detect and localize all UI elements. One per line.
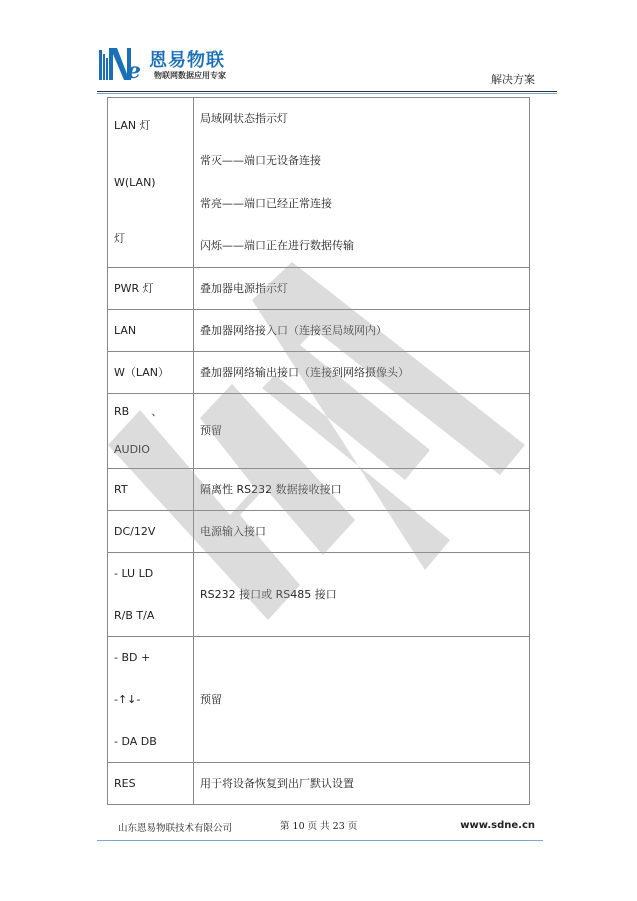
port-label-line: 灯 xyxy=(114,232,125,246)
port-label-line: LAN 灯 xyxy=(114,118,151,132)
port-label-cell xyxy=(108,352,194,394)
port-description-line: 叠加器网络输出接口（连接到网络摄像头） xyxy=(200,365,409,379)
port-label-cell xyxy=(108,310,194,352)
brand-tagline: 物联网数据应用专家 xyxy=(154,71,226,80)
header-divider xyxy=(97,91,557,92)
table-row xyxy=(108,637,530,763)
port-label-line: -↑↓- xyxy=(114,692,141,706)
port-description-cell xyxy=(194,511,530,553)
port-label-cell xyxy=(108,98,194,268)
spec-table xyxy=(107,97,530,805)
port-description-cell xyxy=(194,469,530,511)
footer-company: 山东恩易物联技术有限公司 xyxy=(118,823,233,834)
port-description-cell xyxy=(194,394,530,469)
port-label-cell xyxy=(108,553,194,637)
table-row xyxy=(108,98,530,268)
port-description-line: 叠加器网络接入口（连接至局域网内） xyxy=(200,323,387,337)
port-label-line: RES xyxy=(114,776,136,790)
port-description-line: 闪烁——端口正在进行数据传输 xyxy=(200,239,354,253)
footer-page-info: 第 10 页 共 23 页 xyxy=(280,821,358,832)
port-label-line: - LU LD xyxy=(114,566,154,580)
table-row xyxy=(108,553,530,637)
port-label-line: R/B T/A xyxy=(114,608,155,622)
port-label-line: RT xyxy=(114,482,128,496)
port-label-line: - DA DB xyxy=(114,734,157,748)
port-description-cell xyxy=(194,637,530,763)
port-label-line: W(LAN) xyxy=(114,175,156,189)
port-label-cell xyxy=(108,469,194,511)
port-description-line: 叠加器电源指示灯 xyxy=(200,281,288,295)
logo-mark-icon xyxy=(97,44,153,84)
table-row xyxy=(108,511,530,553)
port-description-cell xyxy=(194,98,530,268)
table-row xyxy=(108,469,530,511)
brand-name: 恩易物联 xyxy=(149,50,225,71)
port-description-line: 预留 xyxy=(200,692,222,706)
table-row xyxy=(108,352,530,394)
port-description-line: 常亮——端口已经正常连接 xyxy=(200,196,332,210)
port-description-cell xyxy=(194,553,530,637)
port-description-cell xyxy=(194,310,530,352)
port-label-line: W（LAN） xyxy=(114,365,170,379)
port-label-line: LAN xyxy=(114,323,137,337)
port-description-line: 常灭——端口无设备连接 xyxy=(200,154,321,168)
port-description-cell xyxy=(194,763,530,805)
table-row xyxy=(108,310,530,352)
port-description-line: 预留 xyxy=(200,424,222,437)
port-label-cell xyxy=(108,511,194,553)
port-label-cell xyxy=(108,394,194,469)
company-logo xyxy=(97,44,237,84)
port-label-line: RB 、 xyxy=(114,405,163,419)
section-title: 解决方案 xyxy=(491,73,535,86)
port-label-line: PWR 灯 xyxy=(114,281,154,295)
port-label-cell xyxy=(108,763,194,805)
port-description-cell xyxy=(194,352,530,394)
port-description-line: 电源输入接口 xyxy=(200,524,266,538)
footer-divider xyxy=(97,840,543,841)
port-description-cell xyxy=(194,268,530,310)
port-description-line: 隔离性 RS232 数据接收接口 xyxy=(200,482,342,496)
table-row xyxy=(108,268,530,310)
port-label-line: AUDIO xyxy=(114,442,150,456)
svg-text:e: e xyxy=(127,58,141,84)
port-label-line: - BD + xyxy=(114,650,151,664)
port-label-cell xyxy=(108,637,194,763)
table-row xyxy=(108,763,530,805)
port-description-line: 局域网状态指示灯 xyxy=(200,111,288,125)
footer-website[interactable]: www.sdne.cn xyxy=(460,820,535,831)
table-row xyxy=(108,394,530,469)
port-label-cell xyxy=(108,268,194,310)
port-label-line: DC/12V xyxy=(114,524,156,538)
port-description-line: RS232 接口或 RS485 接口 xyxy=(200,587,337,601)
port-description-line: 用于将设备恢复到出厂默认设置 xyxy=(200,776,354,790)
header-divider-accent xyxy=(97,93,557,94)
